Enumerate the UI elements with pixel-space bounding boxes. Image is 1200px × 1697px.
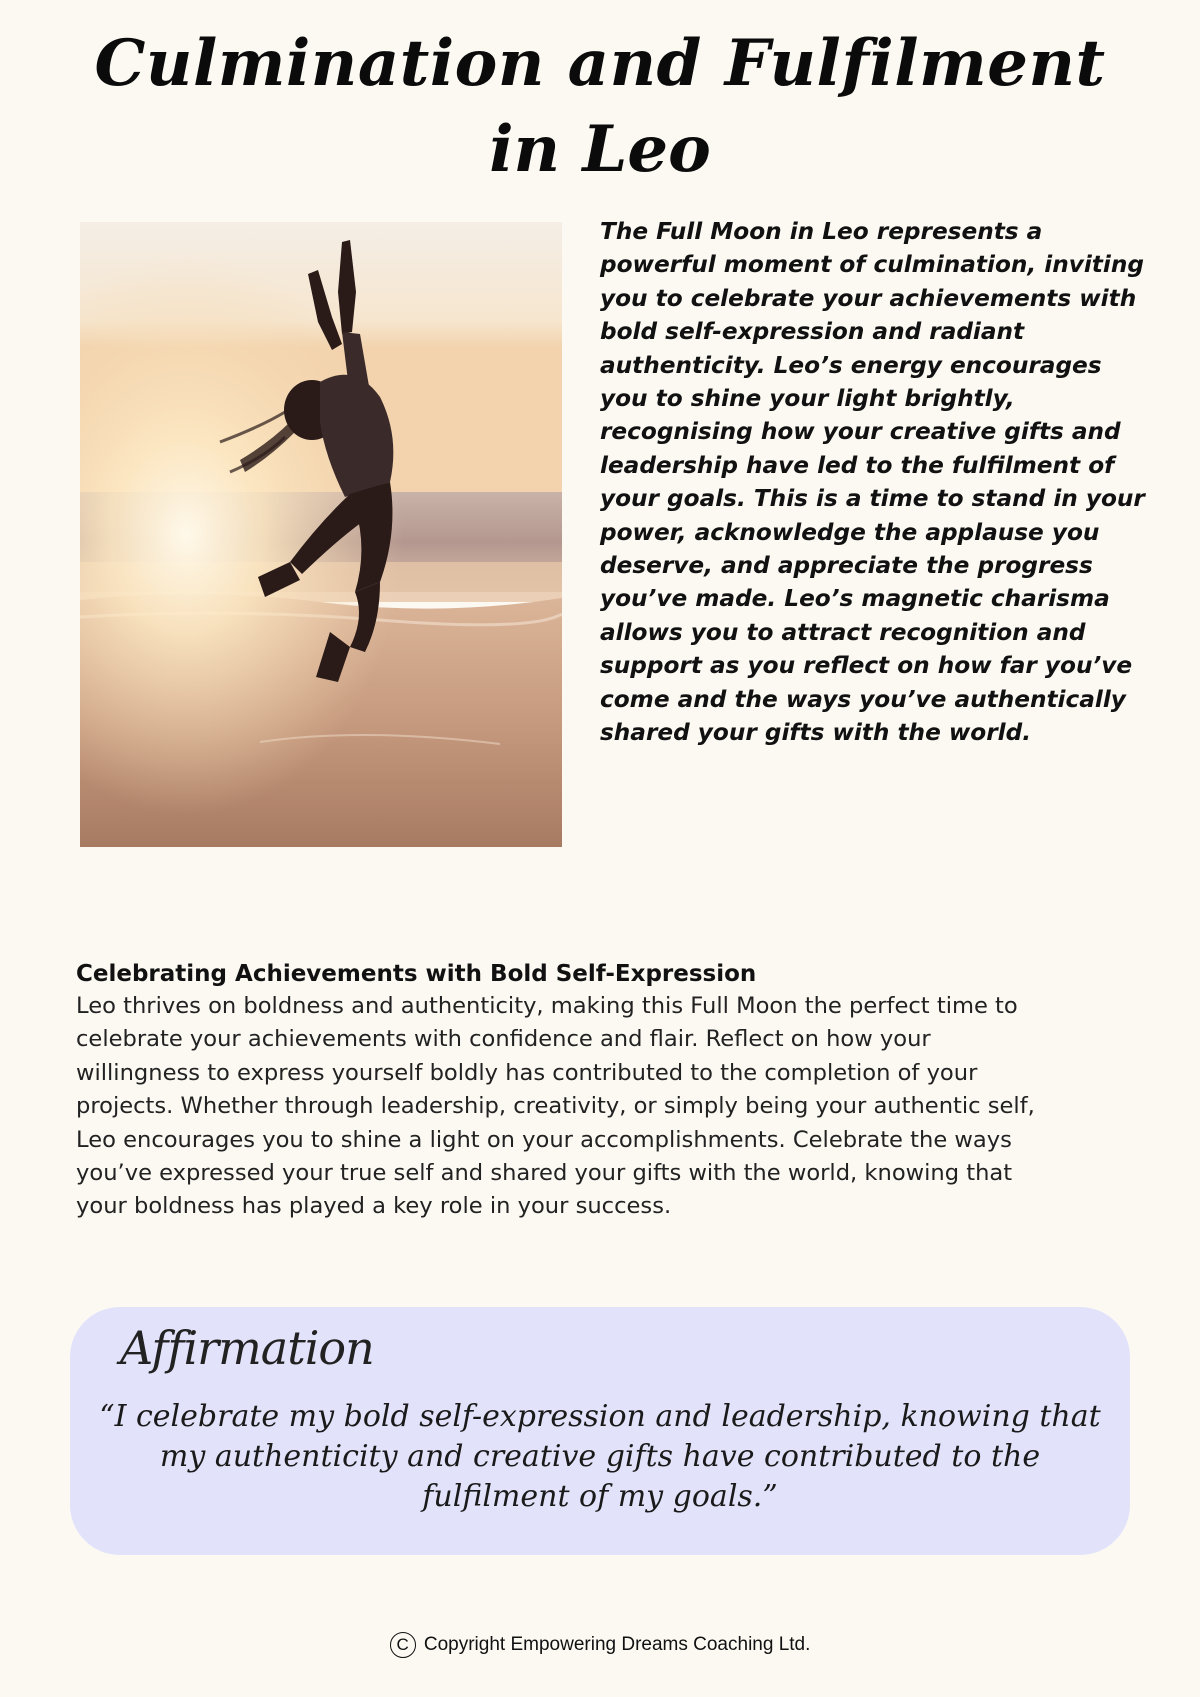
- copyright-text: Copyright Empowering Dreams Coaching Ltd.: [423, 1634, 811, 1655]
- intro-paragraph: The Full Moon in Leo represents a powerful moment of culmination, inviting you to celebrate your achievements with bold self-expression and radiant authenticity. Leo’s energy encourages you to shine your light brightly, recognising how your creative gifts and leadership have led to the fulfilment of your goals. This is a time to stand in your power, acknowledge the applause you deserve, and appreciate the progress you’ve made. Leo’s magnetic charisma allows you to attract recognition and support as you reflect on how far you’ve come and the ways you’ve authentically shared your gifts with the world.: [600, 218, 1145, 747]
- affirmation-box: [70, 1307, 1130, 1555]
- copyright-icon: C: [390, 1632, 416, 1658]
- page-title-line-2: in Leo: [489, 112, 711, 187]
- footer: [0, 1632, 1200, 1658]
- page-title-line-1: Culmination and Fulfilment: [94, 26, 1106, 101]
- woman-jumping-beach-photo: [80, 222, 562, 847]
- section-heading: Celebrating Achievements with Bold Self-Expression: [76, 961, 757, 987]
- affirmation-label: Affirmation: [120, 1321, 374, 1375]
- section-body: Leo thrives on boldness and authenticity, making this Full Moon the perfect time to celebrate your achievements with confidence and flair. Reflect on how your willingness to express yourself boldly has contributed to the completion of your projects. Whether through leadership, creativity, or simply being your authentic self, Leo encourages you to shine a light on your accomplishments. Celebrate the ways you’ve expressed your true self and shared your gifts with the world, knowing that your boldness has played a key role in your success.: [76, 993, 1035, 1220]
- affirmation-quote: “I celebrate my bold self-expression and leadership, knowing that my authenticity and creative gifts have contributed to the fulfilment of my goals.”: [99, 1399, 1101, 1514]
